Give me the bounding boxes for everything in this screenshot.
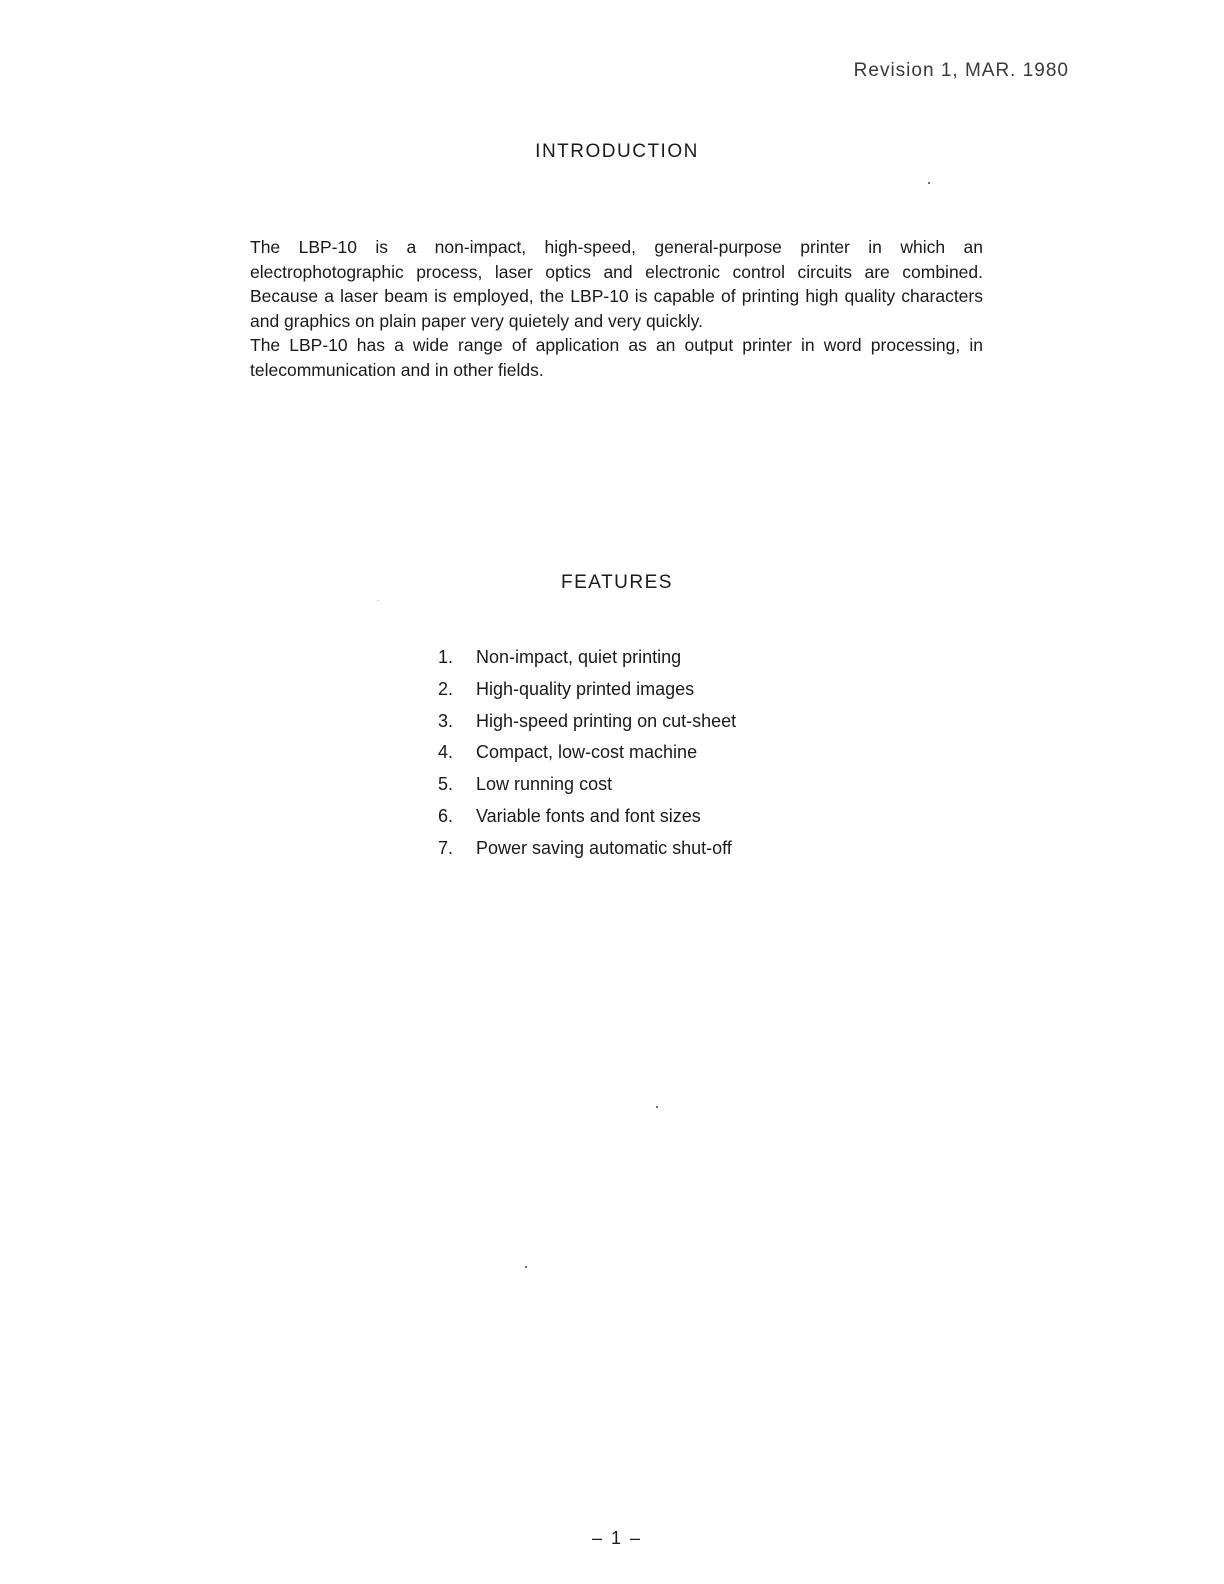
revision-note: Revision 1, MAR. 1980 (853, 60, 1069, 81)
scan-speck (928, 182, 930, 184)
feature-text: Compact, low-cost machine (476, 742, 698, 763)
feature-item (438, 801, 858, 833)
feature-text: Variable fonts and font sizes (476, 805, 701, 826)
feature-text: Power saving automatic shut-off (476, 837, 732, 858)
scan-speck (525, 1266, 527, 1268)
feature-text: Non-impact, quiet printing (476, 647, 682, 667)
feature-number: 6. (438, 805, 454, 826)
scan-speck (656, 1106, 658, 1108)
features-heading: FEATURES (561, 572, 673, 593)
feature-item (438, 674, 858, 706)
feature-item (438, 642, 858, 674)
feature-number: 5. (438, 774, 454, 795)
features-list (438, 642, 858, 865)
page-number: – 1 – (591, 1528, 643, 1548)
intro-paragraph: The LBP-10 is a non-impact, high-speed, general-purpose printer in which an electrophotographic process, laser optics and electronic control circuits are combined. Because a laser beam is employed, the LBP-10 is capable of printing high quality characters and graphics on plain paper very quietely and very quickly. (250, 237, 983, 331)
feature-item (438, 706, 858, 738)
feature-item (438, 769, 858, 801)
feature-item (438, 833, 858, 865)
feature-number: 1. (438, 647, 454, 667)
feature-item (438, 737, 858, 769)
feature-number: 3. (438, 710, 454, 731)
feature-text: High-quality printed images (476, 678, 695, 699)
intro-paragraph: The LBP-10 has a wide range of application as an output printer in word processing, in telecommunication and in other fields. (250, 335, 983, 380)
introduction-heading: INTRODUCTION (535, 141, 699, 162)
feature-number: 7. (438, 837, 454, 858)
feature-text: Low running cost (476, 774, 613, 795)
feature-text: High-speed printing on cut-sheet (476, 710, 737, 731)
introduction-body (250, 235, 983, 382)
scan-speck (378, 600, 379, 601)
feature-number: 4. (438, 742, 454, 763)
feature-number: 2. (438, 678, 454, 699)
